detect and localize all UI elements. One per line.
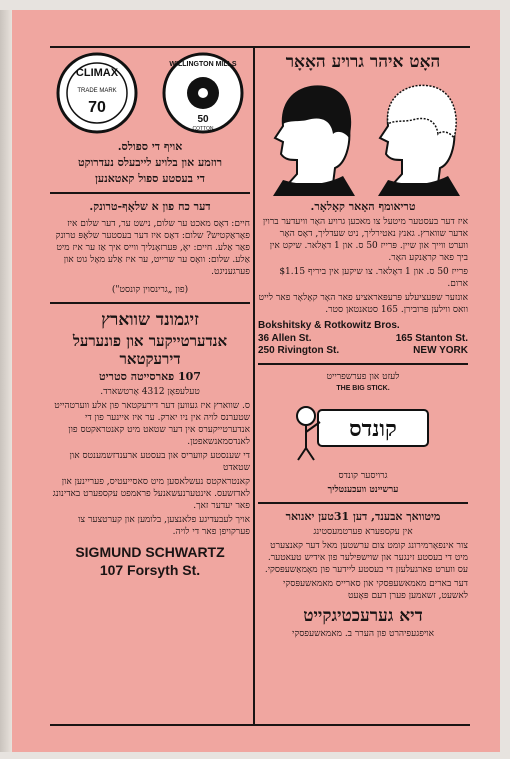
gray-hair-head-icon [368, 76, 463, 196]
climax-number: 70 [88, 99, 106, 116]
firm-address-rivington: 250 Rivington St. [258, 345, 340, 356]
bottom-rule [50, 724, 470, 726]
profile-heads-illustration [258, 76, 468, 196]
firm-address-row-2 [258, 345, 468, 357]
dialog-title: דער כח פון א שלאָף-טרונק. [89, 200, 211, 213]
firm-address-stanton: 165 Stanton St. [395, 333, 468, 344]
firm-address-allen: 36 Allen St. [258, 333, 312, 344]
meeting-text-2: דער בארים מאמאשעפּסקי און סארייס מאמאשעפּסקי לאשעט, זשאמען פערן דעם פּאָעט [283, 579, 468, 601]
undertaker-en-name: SIGMUND SCHWARTZ [75, 544, 225, 560]
meeting-line-2: אין עקספערא פערטמעסטינג [313, 527, 413, 537]
hair-product: טריאומף האָאר קאָלאָר. [310, 200, 416, 213]
bigstick-top: לעזט און פערשפרייט [326, 372, 400, 382]
bigstick-subtitle: ערשיינט וועכענטליך [327, 485, 399, 495]
willington-spool-logo [162, 52, 244, 134]
bigstick-masthead-icon [288, 396, 438, 466]
undertaker-phone: טעלעפאָן 4312 אָרטשארד. [100, 387, 200, 397]
undertaker-text-3: קאנטראקטס נעשלאסען מיט סאסייעטיס, פעריינען און לאדזשעס. אינטערנעשאנעל פראמפט עקספערט באדינונג פאר יעדער זאך. [52, 477, 250, 511]
spool-logos [50, 48, 250, 138]
firm-city: NEW YORK [413, 345, 468, 356]
willington-number: 50 [197, 114, 209, 125]
group-subtitle: אויפגעפיהרט פון הערר ב. מאמאשעפסקי [292, 629, 434, 639]
left-column [50, 48, 250, 580]
spool-line-3: די בעסטע ספול קאטאנען [95, 172, 205, 185]
climax-trademark: TRADE MARK [77, 88, 117, 94]
undertaker-name: זיגמונד שווארץ [101, 310, 199, 330]
dialog-credit: (פון „גרינסוין קונסט") [111, 285, 189, 295]
dialog-text: חיים: דאָס מאכט ער שלום, נישט ער, דער שלום איז פאָראַקטיש? שלום: דאָס איז דער בעסטער שלאָפּ טרונק פאַר אַלע. חיים: יאָ, פּערזאָנליך ווייס איך אַז ער איז מיט אַלע. שלום: וואָס ער שרייט, ער איז אַלע מאָל גוט און פערגעניגט. [55, 219, 250, 277]
hair-text: איז דער בעסטער מיטעל צו מאכען גרויע האָר וויעדער ברוין אדער שווארץ. גאנץ נאטירליך, ניט שעדליך, דאָס האָר ווערט ווייך און שיין. פּרייז 50 ס. און 1 דאָלאר. שיקט אין ביך פאר קראַנקע האָר. [262, 217, 468, 263]
meeting-text: צור אינפאָרמירונג קומט צום ערשטען מאל דער קאנצערט מיט די בעסטע זינגער און שוישפּילער פון אידיש טעאטער. עס ווערט פארגעלעזן די בעסטע ליידער פון מאָמאַשעפּסקי. [264, 541, 468, 575]
bigstick-logo-text: קונדס [349, 416, 397, 442]
willington-brand: WILLINGTON MILLS [169, 61, 237, 68]
hair-price: פרייז 50 ס. און 1 דאָלאר. צו שיקען אין ביריף $1.15 ארום. [279, 267, 468, 289]
firm-address-row-1 [258, 333, 468, 345]
dark-hair-head-icon [263, 76, 358, 196]
right-divider-2 [258, 502, 468, 504]
right-divider-1 [258, 363, 468, 365]
left-divider-2 [50, 302, 250, 304]
center-rule [253, 46, 255, 726]
meeting-line-1: מיטוואך אבענד, דען 31טען יאנואר [285, 510, 441, 523]
firm-name: Bokshitsky & Rotkowitz Bros. [258, 320, 400, 331]
willington-cotton: COTTON [192, 126, 214, 132]
page-spine [0, 10, 12, 752]
climax-spool-logo [56, 52, 138, 134]
bigstick-english: THE BIG STICK. [336, 385, 390, 392]
hair-text-2: אונזער שפּעציעלע פּרעפּאראציע פאר האָר קאָלאָר פאר לייט וואס ווילען פּרובירן. 165 סטאנטאן סטר. [258, 293, 468, 315]
left-divider-1 [50, 192, 250, 194]
group-name: דיא גערעכטיגקייט [303, 606, 423, 626]
spool-line-2: רוזמע און בלויע לייבעלס נעדרוקט [77, 156, 223, 169]
bigstick-logo [288, 396, 438, 466]
hair-headline: האָט איהר גרויע האָאָר [285, 52, 441, 72]
right-column [258, 48, 468, 642]
undertaker-text-4: אויך לעבעדיגע פלאנצען, בלומען און קערטצער צו פערקויפן פאר די לויה. [78, 515, 250, 537]
bigstick-title: גרויסער קונדס [338, 471, 388, 481]
undertaker-title: אנדערטייקער און פונערעל דירעקטאר [72, 332, 228, 368]
undertaker-address: 107 פארסייטה סטריט [99, 370, 201, 383]
undertaker-text: ס. שווארץ איז געווען דער דירעקטאר פון אלע ווערטהייט שטערנס לויה אין ניו יארק. ער איז איינער פון די אנדערטייקערס אין דער שטאט מיט קאנטראקטס פון לאנדסמאנשאפטן. [54, 401, 250, 447]
undertaker-en-address: 107 Forsyth St. [99, 562, 201, 578]
climax-brand: CLIMAX [75, 67, 119, 79]
spool-headline: אויף די ספולס. [117, 140, 183, 153]
undertaker-text-2: די שענסטע קוועריס און בעסטע ארענדזשמענטס און שטאדט [69, 451, 250, 473]
